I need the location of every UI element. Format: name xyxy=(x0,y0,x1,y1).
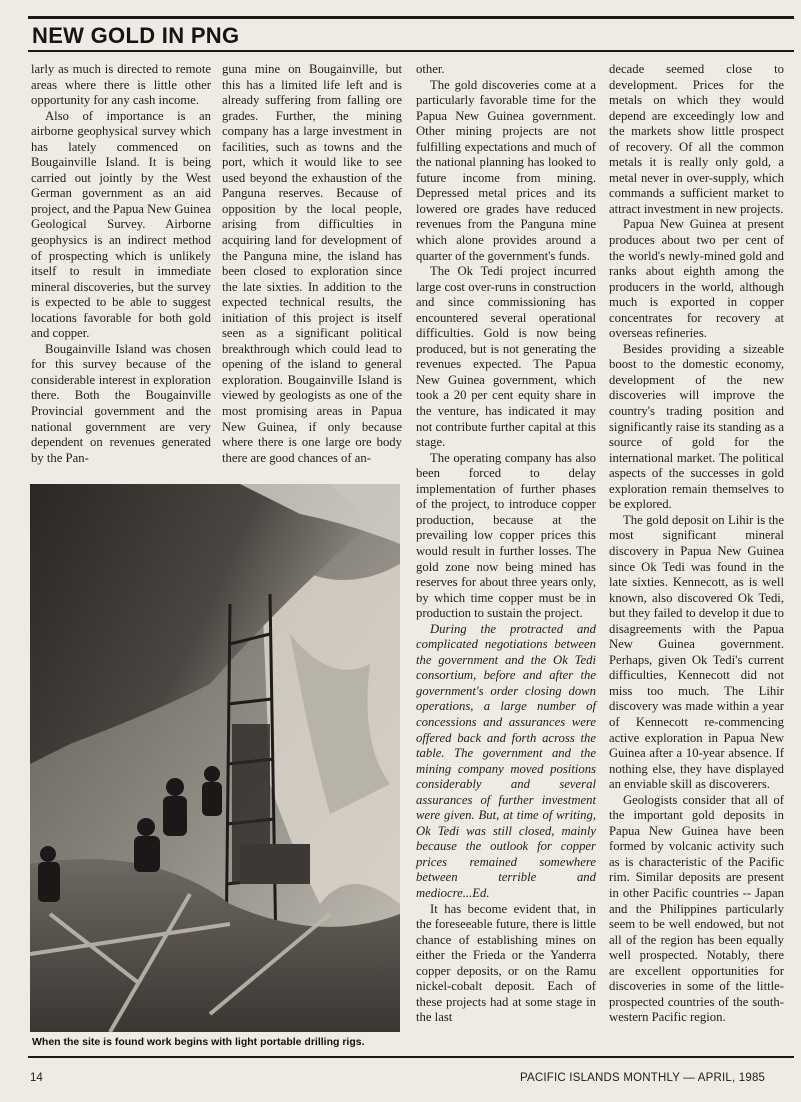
paragraph: larly as much is directed to remote areas where there is little other opportunity for any cash income. xyxy=(31,62,211,108)
paragraph: other. xyxy=(416,62,445,76)
bottom-rule xyxy=(28,1056,794,1058)
paragraph: During the protracted and complicated negotiations between the government and the Ok Tedi consortium, before and after the government's order closing down operations, a large number of concessions and assurances were offered back and forth across the table. The government and the mining company moved positions considerably and several assurances of further investment were given. But, at time of writing, Ok Tedi was still closed, mainly because the outlook for copper prices remained somewhere between terrible and mediocre...Ed. xyxy=(416,621,596,900)
paragraph: Besides providing a sizeable boost to the domestic economy, development of the new discoveries will improve the country's trading position and significantly raise its standing as a source of gold for the international market. The political aspects of the successes in gold exploration remain themselves to be explored. xyxy=(609,341,784,512)
paragraph: Geologists consider that all of the important gold deposits in Papua New Guinea have been formed by volcanic activity such as is characteristic of the Pacific rim. Similar deposits are present in other Pacific countries -- Japan and the Philippines particularly seem to be well endowed, but not all of the region has been equally well prospected. Notably, there are excellent opportunities for discoveries in some of the little-prospected countries of the south-western Pacific region. xyxy=(609,792,784,1025)
title-rule xyxy=(28,50,794,52)
paragraph: Also of importance is an airborne geophysical survey which has lately commenced on Bougainville Island. It is being carried out jointly by the West German government as an aid project, and the Papua New Guinea Geological Survey. Airborne geophysics is an indirect method of prospecting which is unlikely itself to result in immediate mineral discoveries, but the survey is expected to be able to suggest locations favorable for both gold and copper. xyxy=(31,108,211,341)
paragraph: guna mine on Bougainville, but this has a limited life left and is already suffering from falling ore grades. Further, the mining company has a large investment in facilities, such as towns and the port, which it would like to see used beyond the exhaustion of the Panguna reserves. Because of opposition by the local people, arising from difficulties in acquiring land for development of the Panguna mine, the island has been closed to exploration since the late sixties. In addition to the expected technical results, the initiation of this project is itself seen as a significant political breakthrough which could lead to opening of the island to general exploration. Bougainville Island is viewed by geologists as one of the most promising areas in Papua New Guinea, if only because where there is one large ore body there are good chances of an- xyxy=(222,62,402,465)
text-column-2 xyxy=(222,62,402,466)
paragraph: The Ok Tedi project incurred large cost over-runs in construction and since commissioning has encountered several operational difficulties. Gold is now being produced, but is not generating the revenues expected. The Papua New Guinea government, which took a 20 per cent equity share in the venture, has indicated it may not contribute further capital at this stage. xyxy=(416,264,596,450)
text-column-4 xyxy=(609,62,784,1026)
paragraph: The gold deposit on Lihir is the most significant mineral discovery in Papua New Guinea since Ok Tedi was found in the late sixties. Kennecott, as is well known, also discovered Ok Tedi, but they failed to develop it due to disagreements with the Papua New Guinea government. Perhaps, given Ok Tedi's current difficulties, Kennecott did not miss too much. The Lihir discovery was made within a year of Kennecott re-commencing active exploration in Papua New Guinea after a 10-year absence. If nothing else, they have displayed an enviable skill as discoverers. xyxy=(609,512,784,792)
photo-illustration xyxy=(30,484,400,1032)
paragraph: The operating company has also been forced to delay implementation of further phases of the project, to introduce copper production, because at the prevailing low copper prices this would result in further losses. The gold zone now being mined has reserves for about three years only, by which time copper must be in production to sustain the project. xyxy=(416,450,596,621)
photo-caption: When the site is found work begins with light portable drilling rigs. xyxy=(32,1036,365,1048)
paragraph: The gold discoveries come at a particularly favorable time for the Papua New Guinea government. Other mining projects are not fulfilling expectations and much of the national planning has looked to future income from mining. Depressed metal prices and its lowered ore grades have reduced revenues from the Panguna mine which alone provides around a quarter of the government's funds. xyxy=(416,77,596,263)
article-title: NEW GOLD IN PNG xyxy=(32,23,240,48)
text-column-3 xyxy=(416,62,596,1026)
top-rule xyxy=(28,16,794,19)
page-number: 14 xyxy=(30,1072,43,1084)
publication-footer: PACIFIC ISLANDS MONTHLY — APRIL, 1985 xyxy=(520,1072,766,1084)
paragraph: It has become evident that, in the foreseeable future, there is little chance of establishing mines on either the Frieda or the Yanderra copper deposits, or on the Ramu nickel-cobalt deposit. Each of these projects had at some stage in the last xyxy=(416,901,596,1025)
paragraph: decade seemed close to development. Prices for the metals on which they would depend are exceedingly low and the markets show little prospect of recovery. Of all the common metals it is really only gold, a metal never in over-supply, which commands a sufficient market to attract investment in new projects. xyxy=(609,62,784,216)
paragraph: Papua New Guinea at present produces about two per cent of the world's newly-mined gold and ranks about eighth among the producers in the world, although much is exported in copper concentrates for recovery at overseas refineries. xyxy=(609,217,784,341)
drilling-rig-photo xyxy=(30,484,400,1032)
paragraph: Bougainville Island was chosen for this survey because of the considerable interest in exploration there. Both the Bougainville Provincial government and the national government are very dependent on revenues generated by the Pan- xyxy=(31,341,211,465)
text-column-1 xyxy=(31,62,211,466)
